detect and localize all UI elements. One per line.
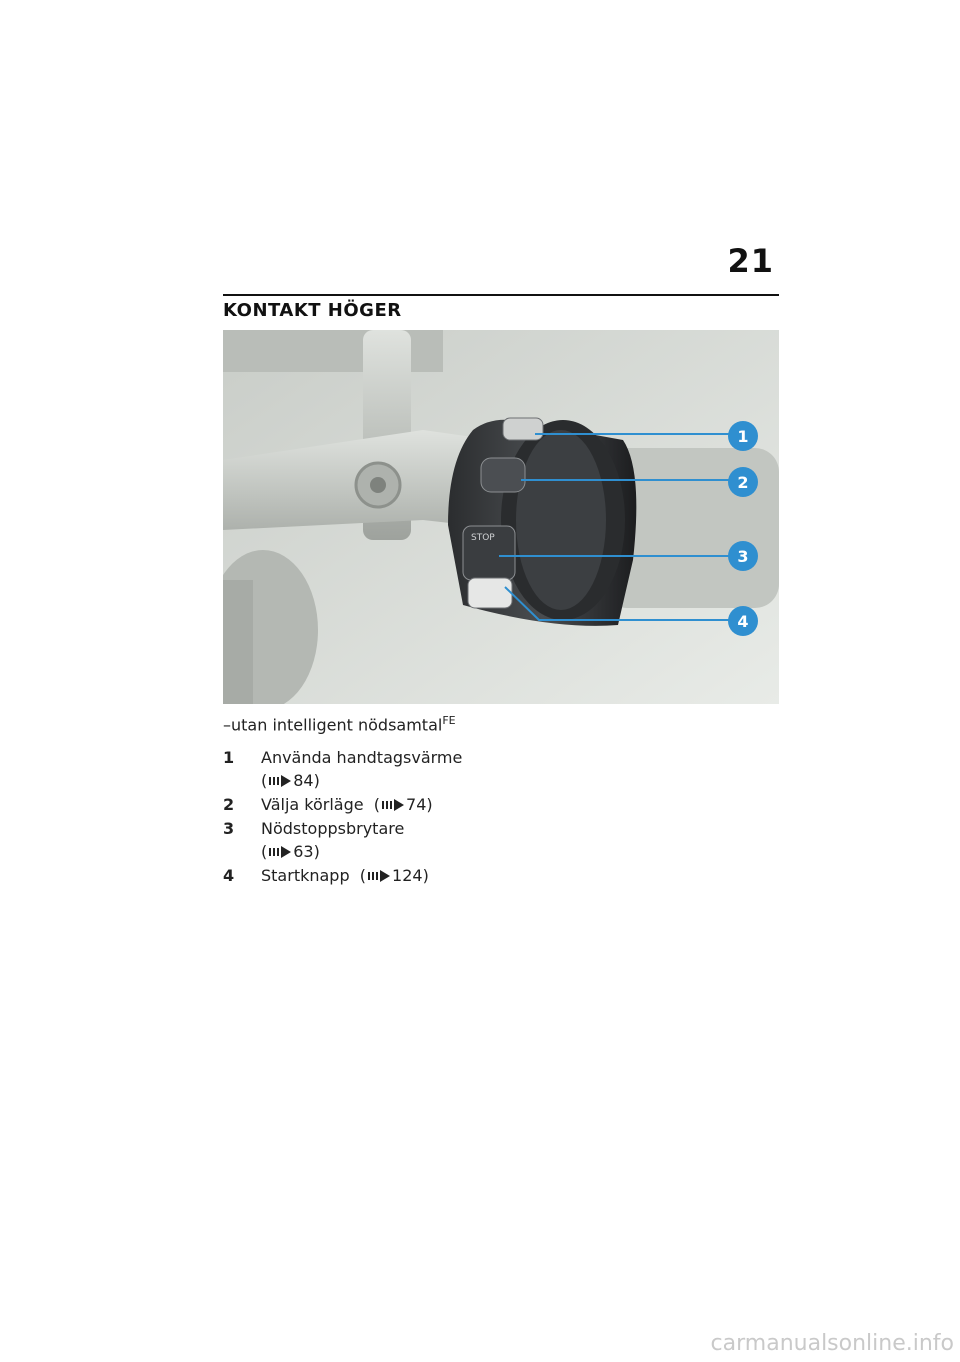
list-item xyxy=(223,793,543,817)
callout-4: 4 xyxy=(737,612,749,631)
page-reference[interactable]: ( 124) xyxy=(355,866,429,885)
item-number: 4 xyxy=(223,866,235,885)
caption-sup: FE xyxy=(442,714,456,727)
page-reference[interactable]: ( 84) xyxy=(261,771,320,790)
page-reference[interactable]: ( 63) xyxy=(261,842,320,861)
arrow-right-icon xyxy=(269,770,291,793)
item-text: Använda handtagsvärme xyxy=(261,748,463,767)
list-item xyxy=(223,817,543,864)
item-text: Välja körläge xyxy=(261,795,364,814)
caption-text: –utan intelligent nödsamtal xyxy=(223,715,443,735)
page-reference[interactable]: ( 74) xyxy=(369,795,433,814)
item-number: 1 xyxy=(223,748,235,767)
arrow-right-icon xyxy=(382,794,404,817)
callout-1: 1 xyxy=(737,427,749,446)
arrow-right-icon xyxy=(368,865,390,888)
handlebar-switch-illustration xyxy=(223,330,779,704)
item-text: Startknapp xyxy=(261,866,350,885)
page-number: 21 xyxy=(727,242,774,280)
header-rule xyxy=(223,294,779,296)
item-list xyxy=(223,746,543,888)
stop-label: STOP xyxy=(471,533,495,543)
list-item xyxy=(223,746,543,793)
watermark: carmanualsonline.info xyxy=(710,1331,954,1356)
callout-3: 3 xyxy=(737,547,749,566)
arrow-right-icon xyxy=(269,841,291,864)
list-item xyxy=(223,864,543,888)
switch-figure xyxy=(223,330,779,704)
item-text: Nödstoppsbrytare xyxy=(261,819,405,838)
callout-2: 2 xyxy=(737,473,749,492)
item-number: 3 xyxy=(223,819,235,838)
figure-caption xyxy=(223,714,456,734)
item-number: 2 xyxy=(223,795,235,814)
section-title: KONTAKT HÖGER xyxy=(223,300,402,321)
